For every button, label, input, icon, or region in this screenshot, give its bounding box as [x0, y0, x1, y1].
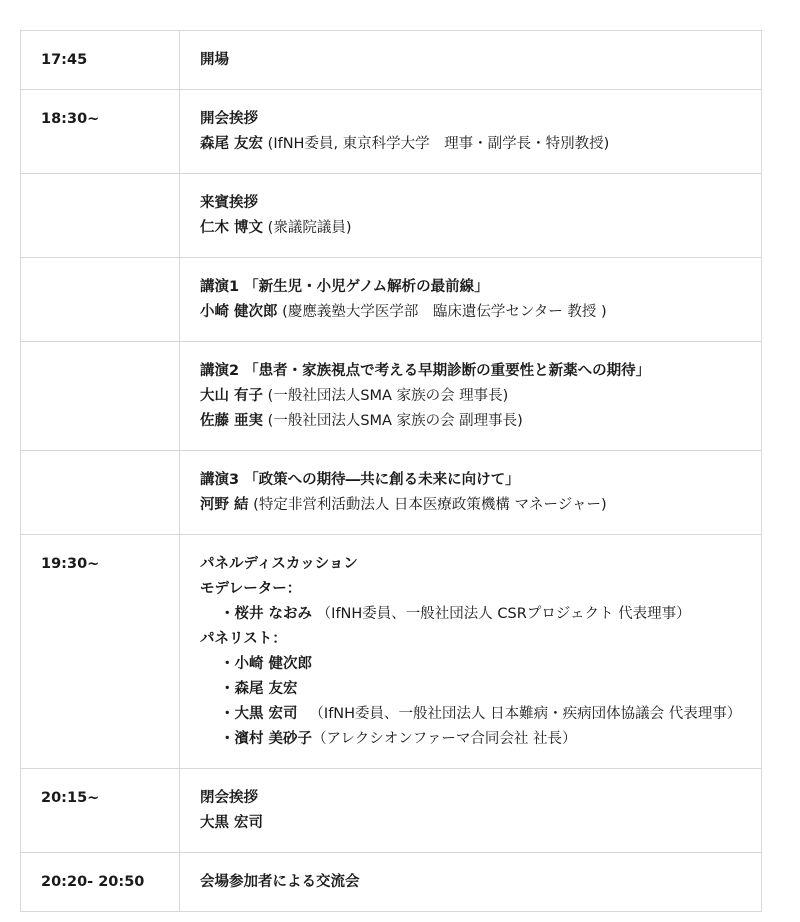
program-line: [200, 870, 761, 895]
program-item-title: 講演2 「患者・家族視点で考える早期診断の重要性と新薬への期待」: [200, 363, 651, 379]
program-item-title: 講演3 「政策への期待―共に創る未来に向けて」: [200, 472, 520, 488]
schedule-row: [21, 90, 762, 174]
program-item-title: パネリスト：: [200, 631, 287, 647]
program-item-detail: (慶應義塾大学医学部 臨床遺伝学センター 教授 ): [277, 304, 607, 320]
program-item-detail: (一般社団法人SMA 家族の会 理事長): [263, 388, 509, 404]
schedule-content: [180, 342, 762, 451]
schedule-row: [21, 31, 762, 90]
program-line: [200, 409, 761, 434]
schedule-time: 19:30~: [21, 535, 180, 769]
program-item-title: 来賓挨拶: [200, 195, 258, 211]
program-line: [200, 702, 761, 727]
schedule-row: [21, 535, 762, 769]
schedule-row: [21, 258, 762, 342]
program-item-title: ・小崎 健次郎: [220, 656, 313, 672]
program-line: [200, 275, 761, 300]
schedule-row: [21, 769, 762, 853]
schedule-content: [180, 535, 762, 769]
program-item-title: ・大黒 宏司: [220, 706, 298, 722]
program-item-title: 佐藤 亜実: [200, 413, 264, 429]
program-line: [200, 132, 761, 157]
program-line: [200, 493, 761, 518]
program-line: [200, 811, 761, 836]
schedule-row: [21, 342, 762, 451]
schedule-time: [21, 451, 180, 535]
schedule-content: [180, 258, 762, 342]
program-item-detail: (IfNH委員, 東京科学大学 理事・副学長・特別教授): [263, 136, 610, 152]
program-item-title: 閉会挨拶: [200, 790, 258, 806]
program-item-title: ・桜井 なおみ: [220, 606, 313, 622]
program-line: [200, 468, 761, 493]
program-item-title: ・森尾 友宏: [220, 681, 298, 697]
schedule-content: [180, 90, 762, 174]
program-item-detail: (衆議院議員): [263, 220, 352, 236]
schedule-time: 17:45: [21, 31, 180, 90]
program-line: [200, 107, 761, 132]
program-line: [200, 191, 761, 216]
schedule-time: 20:20- 20:50: [21, 853, 180, 912]
program-line: [200, 577, 761, 602]
schedule-table: [20, 30, 762, 912]
program-item-title: モデレーター：: [200, 581, 302, 597]
schedule-row: [21, 853, 762, 912]
program-line: [200, 786, 761, 811]
schedule-content: [180, 853, 762, 912]
schedule-time: [21, 174, 180, 258]
program-item-title: 小崎 健次郎: [200, 304, 278, 320]
schedule-time: [21, 258, 180, 342]
program-item-title: 大黒 宏司: [200, 815, 264, 831]
schedule-time: 18:30~: [21, 90, 180, 174]
program-line: [200, 384, 761, 409]
program-item-detail: （IfNH委員、一般社団法人 CSRプロジェクト 代表理事）: [312, 606, 691, 622]
schedule-body: [21, 31, 762, 912]
program-line: [200, 652, 761, 677]
schedule-content: [180, 769, 762, 853]
program-line: [200, 677, 761, 702]
program-item-title: 会場参加者による交流会: [200, 874, 360, 890]
program-item-title: 森尾 友宏: [200, 136, 264, 152]
program-line: [200, 602, 761, 627]
program-line: [200, 552, 761, 577]
program-item-title: 講演1 「新生児・小児ゲノム解析の最前線」: [200, 279, 489, 295]
schedule-content: [180, 174, 762, 258]
program-line: [200, 216, 761, 241]
program-item-title: 開会挨拶: [200, 111, 258, 127]
program-line: [200, 300, 761, 325]
schedule-time: 20:15~: [21, 769, 180, 853]
schedule-row: [21, 174, 762, 258]
program-item-detail: （IfNH委員、一般社団法人 日本難病・疾病団体協議会 代表理事）: [297, 706, 742, 722]
program-item-detail: （アレクシオンファーマ合同会社 社長）: [312, 731, 577, 747]
schedule-content: [180, 451, 762, 535]
program-item-title: 開場: [200, 52, 229, 68]
schedule-time: [21, 342, 180, 451]
schedule-row: [21, 451, 762, 535]
program-item-title: 仁木 博文: [200, 220, 264, 236]
program-item-title: 大山 有子: [200, 388, 264, 404]
program-line: [200, 359, 761, 384]
program-item-title: ・濱村 美砂子: [220, 731, 313, 747]
program-line: [200, 48, 761, 73]
program-item-title: 河野 結: [200, 497, 249, 513]
program-item-detail: (一般社団法人SMA 家族の会 副理事長): [263, 413, 523, 429]
program-line: [200, 627, 761, 652]
program-line: [200, 727, 761, 752]
program-item-title: パネルディスカッション: [200, 556, 358, 572]
program-item-detail: (特定非営利活動法人 日本医療政策機構 マネージャー): [248, 497, 607, 513]
schedule-content: [180, 31, 762, 90]
